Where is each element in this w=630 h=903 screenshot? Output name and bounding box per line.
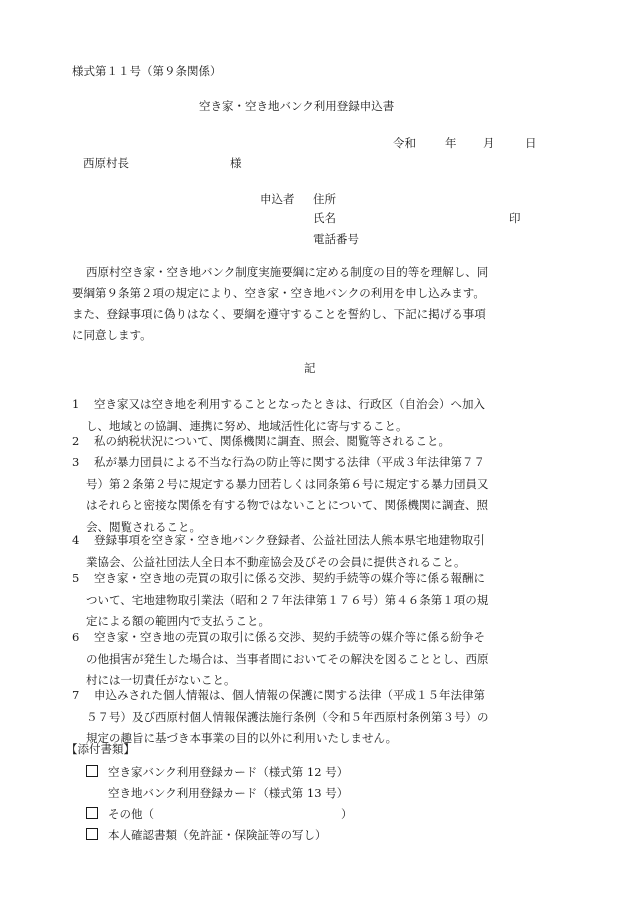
intro-paragraph (72, 262, 548, 346)
item-line: し、地域との協調、連携に努め、地域活性化に寄与すること。 (86, 418, 408, 433)
addressee-honorific: 様 (230, 156, 242, 170)
date-year: 年 (445, 136, 457, 150)
date-era: 令和 (393, 136, 416, 150)
attachment-label: その他（ (108, 807, 154, 821)
item-line: 私が暴力団員による不当な行為の防止等に関する法律（平成３年法律第７７ (94, 455, 485, 469)
attachment-checkbox[interactable] (86, 804, 98, 825)
document-title: 空き家・空き地バンク利用登録申込書 (199, 99, 395, 113)
attachment-label: 空き家バンク利用登録カード（様式第 12 号） (108, 765, 349, 779)
item-line: 私の納税状況について、関係機関に調査、照会、閲覧等されること。 (94, 434, 451, 448)
item-line: 会、閲覧されること。 (86, 519, 201, 534)
item-line: 規定の趣旨に基づき本事業の目的以外に利用いたしません。 (86, 731, 398, 745)
item-line: ついて、宅地建物取引業法（昭和２７年法律第１７６号）第４６条第１項の規 (86, 592, 489, 607)
item-line: 村には一切責任がないこと。 (86, 673, 236, 687)
attachment-label: 本人確認書類（免許証・保険証等の写し） (108, 828, 327, 842)
item-line: はそれらと密接な関係を有する物ではないことについて、関係機関に調査、照 (86, 498, 489, 512)
applicant-label: 申込者 (260, 192, 295, 206)
item-line: 定による額の範囲内で支払うこと。 (86, 614, 270, 628)
item-number: 7 (72, 688, 80, 702)
intro-line: に同意します。 (72, 328, 152, 342)
item-line: 空き家・空き地の売買の取引に係る交渉、契約手続等の媒介等に係る紛争そ (94, 630, 485, 644)
addressee-name: 西原村長 (83, 156, 129, 170)
item-line: 号）第２条第２号に規定する暴力団若しくは同条第６号に規定する暴力団員又 (86, 476, 489, 491)
intro-line: 西原村空き家・空き地バンク制度実施要綱に定める制度の目的等を理解し、同 (86, 265, 489, 279)
name-label: 氏名 (313, 211, 336, 225)
item-number: 3 (72, 455, 80, 469)
list-item (72, 431, 552, 453)
phone-label: 電話番号 (313, 232, 359, 246)
item-line: の他損害が発生した場合は、当事者間においてその解決を図ることとし、西原 (86, 651, 489, 666)
other-attachment-input[interactable] (176, 804, 340, 825)
address-label: 住所 (313, 192, 336, 206)
list-item (72, 530, 552, 573)
list-item (72, 452, 552, 538)
item-number: 4 (72, 533, 80, 547)
item-number: 5 (72, 571, 80, 585)
seal-mark: 印 (509, 211, 521, 225)
item-line: 業協会、公益社団法人全日本不動産協会及びその会員に提供されること。 (86, 554, 466, 569)
list-item (72, 568, 552, 633)
attachment-checkbox[interactable] (86, 825, 98, 846)
item-line: 登録事項を空き家・空き地バンク登録者、公益社団法人熊本県宅地建物取引 (94, 533, 485, 547)
date-month: 月 (483, 136, 495, 150)
date-day: 日 (525, 136, 537, 150)
item-number: 6 (72, 630, 80, 644)
form-number: 様式第１１号（第９条関係） (72, 64, 222, 78)
ki-heading: 記 (304, 361, 316, 375)
item-line: 申込みされた個人情報は、個人情報の保護に関する法律（平成１５年法律第 (94, 688, 485, 702)
item-number: 1 (72, 397, 80, 411)
attachment-checkbox[interactable] (86, 762, 98, 783)
list-item (72, 627, 552, 692)
item-number: 2 (72, 434, 80, 448)
intro-line: また、登録事項に偽りはなく、要綱を遵守することを誓約し、下記に掲げる事項 (72, 307, 486, 321)
intro-line: 要綱第９条第２項の規定により、空き家・空き地バンクの利用を申し込みます。 (72, 286, 485, 300)
item-line: ５７号）及び西原村個人情報保護法施行条例（令和５年西原村条例第３号）の (86, 709, 489, 724)
item-line: 空き家・空き地の売買の取引に係る交渉、契約手続等の媒介等に係る報酬に (94, 571, 485, 585)
attachment-label: 空き地バンク利用登録カード（様式第 13 号） (108, 786, 349, 800)
list-item (72, 685, 552, 750)
item-line: 空き家又は空き地を利用することとなったときは、行政区（自治会）へ加入 (94, 397, 485, 411)
attachment-close-paren: ） (341, 807, 353, 821)
attachments-heading: 【添付書類】 (66, 742, 135, 756)
